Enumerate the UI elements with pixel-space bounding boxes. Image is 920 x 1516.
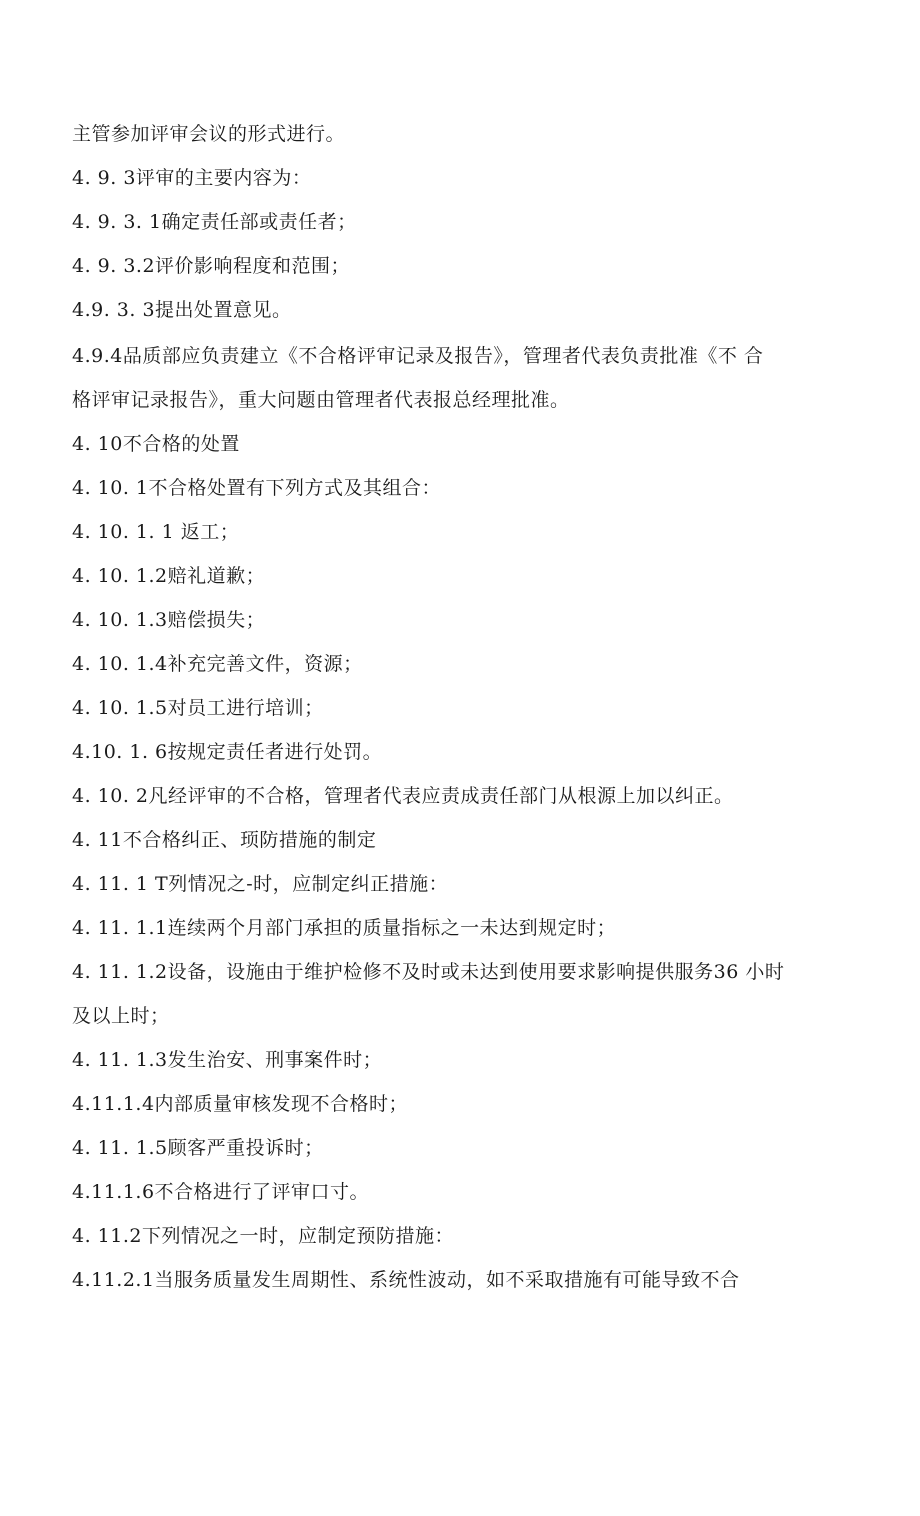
text-line: 4. 9. 3.2评价影响程度和范围； bbox=[72, 255, 351, 277]
text-line: 4. 10不合格的处置 bbox=[72, 433, 240, 455]
text-line: 4.11.1.6不合格进行了评审口寸。 bbox=[72, 1181, 370, 1203]
text-line: 4. 10. 1.4补充完善文件，资源； bbox=[72, 653, 363, 675]
text-line: 4. 11. 1.1连续两个月部门承担的质量指标之一未达到规定时； bbox=[72, 917, 617, 939]
text-line: 4.9. 3. 3提出处置意见。 bbox=[72, 299, 292, 321]
text-line: 主管参加评审会议的形式进行。 bbox=[72, 123, 346, 145]
text-line: 4. 10. 1不合格处置有下列方式及其组合： bbox=[72, 477, 442, 499]
text-line: 4. 11. 1.2设备，设施由于维护检修不及时或未达到使用要求影响提供服务36 小时 bbox=[72, 961, 785, 983]
text-line: 4.11.2.1当服务质量发生周期性、系统性波动，如不采取措施有可能导致不合 bbox=[72, 1269, 740, 1291]
text-line: 4. 11. 1.5顾客严重投诉时； bbox=[72, 1137, 324, 1159]
text-line: 4. 9. 3评审的主要内容为： bbox=[72, 167, 312, 189]
text-line: 4. 10. 1. 1 返工； bbox=[72, 521, 240, 543]
text-line: 4. 10. 1.3赔偿损失； bbox=[72, 609, 266, 631]
text-line: 4.9.4品质部应负责建立《不合格评审记录及报告》，管理者代表负责批准《不 合 bbox=[72, 345, 764, 367]
text-line: 格评审记录报告》，重大问题由管理者代表报总经理批准。 bbox=[72, 389, 570, 411]
text-line: 4. 11. 1.3发生治安、刑事案件时； bbox=[72, 1049, 383, 1071]
text-line: 4. 11.2下列情况之一时，应制定预防措施： bbox=[72, 1225, 454, 1247]
text-line: 4. 10. 1.2赔礼道歉； bbox=[72, 565, 266, 587]
text-line: 4. 10. 1.5对员工进行培训； bbox=[72, 697, 324, 719]
text-line: 4. 11不合格纠正、顼防措施的制定 bbox=[72, 829, 377, 851]
text-line: 4. 11. 1 T列情况之-时，应制定纠正措施： bbox=[72, 873, 449, 895]
text-line: 4. 10. 2凡经评审的不合格，管理者代表应责成责任部门从根源上加以纠正。 bbox=[72, 785, 734, 807]
text-line: 4. 9. 3. 1确定责任部或责任者； bbox=[72, 211, 357, 233]
text-line: 及以上时； bbox=[72, 1005, 170, 1027]
text-line: 4.10. 1. 6按规定责任者进行处罚。 bbox=[72, 741, 383, 763]
text-line: 4.11.1.4内部质量审核发现不合格时； bbox=[72, 1093, 409, 1115]
